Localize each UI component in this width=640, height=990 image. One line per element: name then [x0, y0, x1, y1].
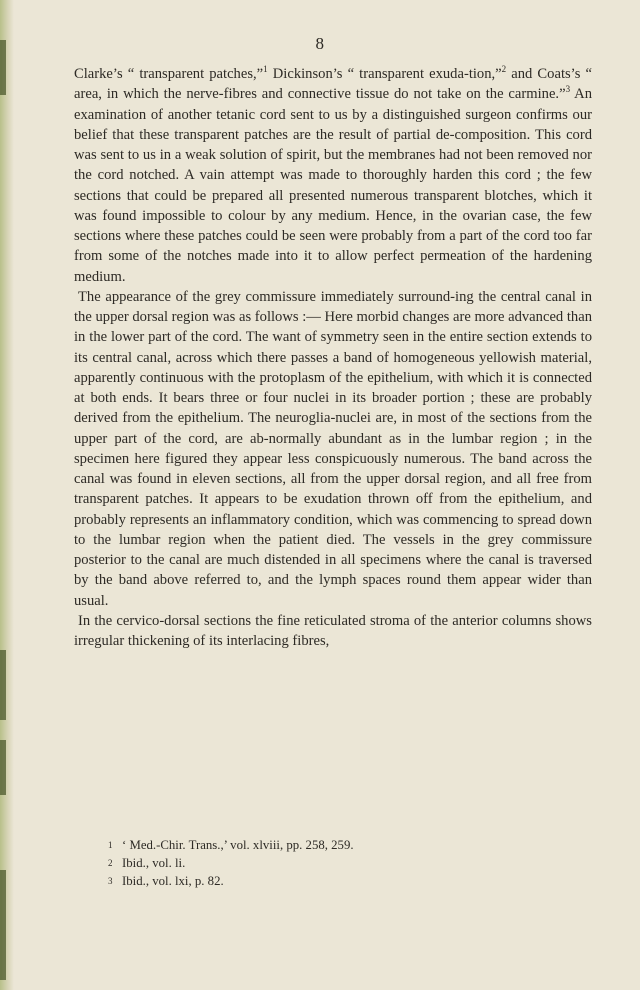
footnote-text: ‘ Med.-Chir. Trans.,’ vol. xlviii, pp. 258, 259.: [122, 838, 354, 852]
footnote: [108, 854, 588, 872]
binding-stain: [0, 650, 6, 720]
page-binding-edge: [0, 0, 14, 990]
page-number: 8: [315, 34, 325, 53]
paragraph-1: [74, 64, 592, 287]
footnote-text: Ibid., vol. li.: [122, 856, 186, 871]
text-segment: Dickinson’s “ transparent exuda-tion,”: [267, 66, 502, 82]
binding-stain: [0, 740, 6, 795]
footnote-reference: 3: [565, 84, 571, 95]
paragraph-3: In the cervico-dorsal sections the fine reticulated stroma of the anterior columns shows irregular thickening of its interlacing fibres,: [74, 612, 592, 649]
footnote: [108, 872, 588, 890]
binding-stain: [0, 870, 6, 980]
footnote-marker: 3: [108, 876, 113, 887]
text-segment: Clarke’s “ transparent patches,”: [74, 66, 264, 82]
footnote-marker: 1: [108, 840, 113, 850]
main-text: [74, 64, 592, 651]
text-segment: An examination of another tetanic cord sent to us by a distinguished surgeon confirms our belief that these transparent patches are the result of partial de-composition. This cord was sent to us in a weak solution of spirit, but the membranes had not been removed nor the cord notched. A vain attempt was made to thoroughly harden this cord ; the few sections that could be prepared all presented numerous transparent blotches, which it was found impossible to colour by any medium. Hence, in the ovarian case, the few sections where these patches could be seen were probably from a part of the cord too far from some of the notches made into it to allow perfect permeation of the hardening medium.: [74, 86, 592, 285]
paragraph-2: The appearance of the grey commissure immediately surround-ing the central canal in the upper dorsal region was as follows :— Here morbid changes are more advanced than in the lower part of the cord. The want of symmetry seen in the entire section extends to its central canal, across which there passes a band of homogeneous yellowish material, apparently continuous with the protoplasm of the epithelium, with which it is connected at both ends. It bears three or four nuclei in its broader portion ; these are probably derived from the epithelium. The neuroglia-nuclei are, in most of the sections from the upper part of the cord, are ab-normally abundant as in the lumbar region ; in the specimen here figured they appear less conspicuously numerous. The band across the canal was found in eleven sections, all from the upper dorsal region, and all free from transparent patches. It appears to be exudation thrown off from the epithelium, and probably represents an inflammatory condition, which was commencing to spread down to the lumbar region when the patient died. The vessels in the grey commissure posterior to the canal are much distended in all specimens where the canal is traversed by the band above referred to, and the lymph spaces round them appear wider than usual.: [74, 288, 592, 609]
footnote-marker: 2: [108, 858, 113, 869]
footnote: [108, 836, 588, 854]
footnote-reference: 2: [501, 64, 507, 75]
footnote-text: Ibid., vol. lxi, p. 82.: [122, 874, 224, 889]
text-segment: and Coats’s “ area, in which the nerve-fibres and connective tissue do not take on the carmine.”: [74, 66, 592, 103]
footnotes: [108, 836, 588, 891]
footnote-reference: 1: [263, 64, 268, 75]
